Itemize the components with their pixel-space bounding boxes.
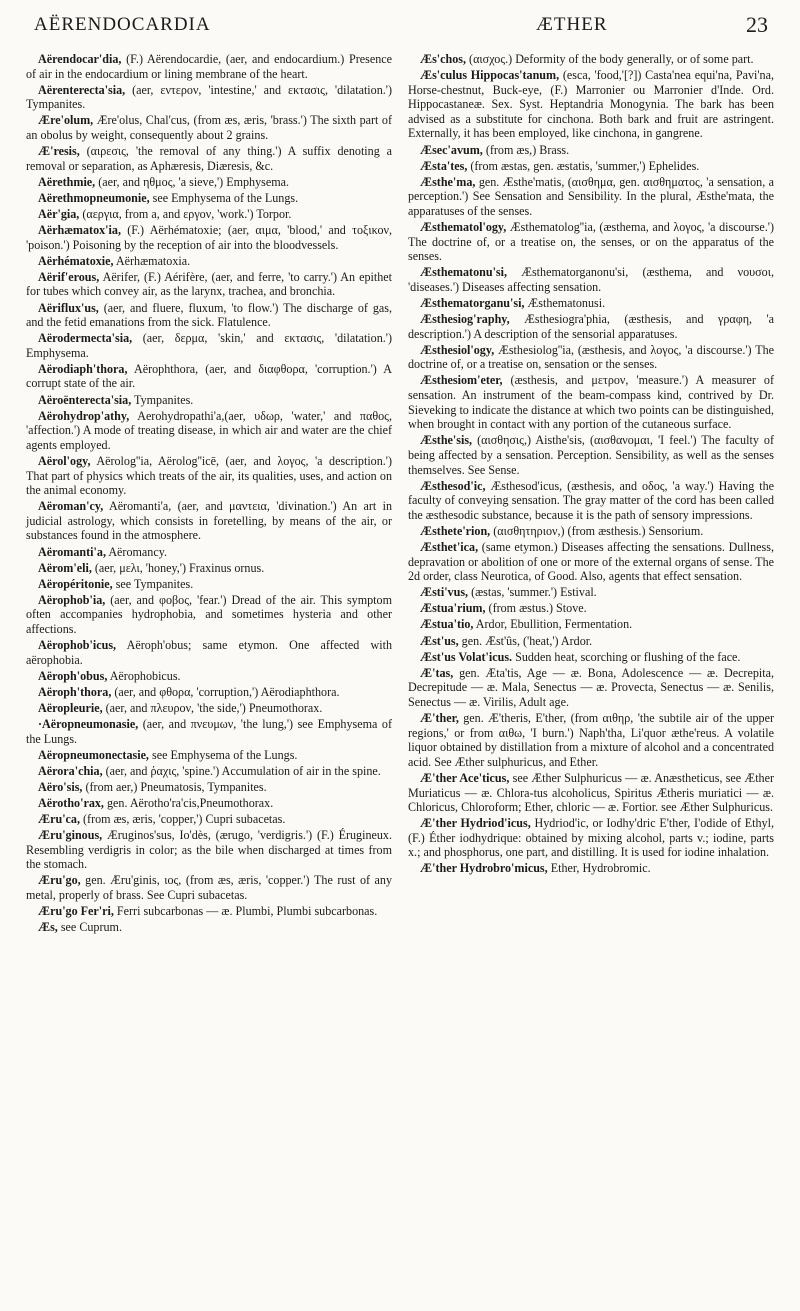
dictionary-entry	[26, 577, 392, 592]
entry-definition: (αιρεσις, 'the removal of any thing.') A suffix denoting a removal or separation, as Aphæresis, Diæresis, &c.	[26, 144, 392, 173]
entry-headword: Æsti'vus,	[420, 585, 469, 600]
dictionary-entry	[408, 220, 774, 264]
entry-definition: (aer, and φοβος, 'fear.') Dread of the air. This symptom often accompanies hydrophobia, and sometimes hysteria and other affections.	[26, 592, 392, 636]
right-running-head: ÆTHER	[536, 14, 608, 35]
entry-definition: (same etymon.) Diseases affecting the sensations. Dullness, depravation or abolition of one or more of the external organs of sense. The 2d order, class Neurotica, of Good. Also, agents that effect sensation.	[408, 540, 774, 584]
dictionary-entry	[26, 812, 392, 827]
page-header	[26, 8, 774, 44]
entry-headword: Ære'olum,	[38, 113, 94, 128]
entry-headword: Aërodermecta'sia,	[38, 331, 133, 346]
dictionary-entry	[26, 113, 392, 142]
dictionary-entry	[26, 191, 392, 206]
page-number: 23	[746, 12, 768, 37]
dictionary-entry	[408, 634, 774, 649]
entry-definition: gen. Aërotho'ra'cis,Pneumothorax.	[103, 796, 274, 810]
entry-headword: Æsthesiog'raphy,	[420, 312, 510, 327]
entry-headword: Aërophob'icus,	[38, 638, 117, 653]
entry-definition: Aërolog''ia, Aërolog''icē, (aer, and λογος, 'a description.') That part of physics which treats of the air, its qualities, uses, and action on the animal economy.	[26, 453, 392, 498]
entry-definition: Æsthesiolog''ia, (æsthesis, and λογος, 'a discourse.') The doctrine of, or a treatise on, sensation or the senses.	[408, 342, 774, 372]
dictionary-entry	[26, 717, 392, 746]
entry-definition: Aëromanti'a, (aer, and μαντεια, 'divination.') An art in judicial astrology, which consists in foretelling, by means of the air, or substances found in the atmosphere.	[26, 499, 392, 543]
entry-headword: ·Aëropneumonasie,	[38, 717, 139, 732]
dictionary-entry	[26, 593, 392, 637]
dictionary-entry	[26, 701, 392, 716]
entry-headword: Æsthematonu'si,	[420, 265, 508, 280]
entry-headword: Aërif'erous,	[38, 269, 100, 284]
entry-headword: Æsthesiom'eter,	[420, 373, 503, 388]
entry-headword: Aëropéritonie,	[38, 576, 113, 591]
entry-headword: Aërethmie,	[38, 174, 96, 189]
entry-definition: (from æs,) Brass.	[482, 142, 570, 157]
entry-definition: gen. Æsthe'matis, (αισθημα, gen. αισθηματος, 'a sensation, a perception.') See Sensation and Sensibility. In the plural, Æsthe'mata, the apparatuses of the senses.	[408, 174, 774, 218]
entry-definition: Æruginos'sus, Io'dès, (ærugo, 'verdigris.') (F.) Érugineux. Resembling verdigris in color; as the bile when discharged at times from the stomach.	[26, 828, 392, 872]
dictionary-entry	[26, 454, 392, 498]
dictionary-entry	[26, 83, 392, 112]
dictionary-entry	[408, 159, 774, 174]
dictionary-entry	[408, 816, 774, 860]
entry-headword: Aërora'chia,	[38, 763, 103, 778]
dictionary-entry	[26, 254, 392, 269]
entry-headword: Æsec'avum,	[420, 142, 483, 157]
entry-headword: Aërethmopneumonie,	[38, 190, 150, 205]
entry-headword: Æ'ther Hydriod'icus,	[420, 816, 531, 831]
entry-headword: Æs,	[38, 920, 58, 935]
dictionary-entry	[26, 669, 392, 684]
dictionary-entry	[408, 666, 774, 710]
entry-definition: Aërophthora, (aer, and διαφθορα, 'corruption.') A corrupt state of the air.	[26, 361, 392, 391]
entry-headword: Æru'go Fer'ri,	[38, 904, 114, 919]
entry-definition: (from aer,) Pneumatosis, Tympanites.	[82, 779, 267, 794]
entry-headword: Aërohydrop'athy,	[38, 408, 130, 423]
entry-definition: see Emphysema of the Lungs.	[148, 747, 298, 762]
dictionary-entry	[408, 312, 774, 341]
entry-headword: Aërodiaph'thora,	[38, 361, 128, 376]
right-column	[408, 52, 774, 936]
entry-headword: Aëromanti'a,	[38, 544, 106, 559]
entry-headword: Æsta'tes,	[420, 158, 468, 173]
entry-headword: Aëropneumonectasie,	[38, 747, 149, 762]
dictionary-entry	[408, 296, 774, 311]
entry-headword: Æsthematorganu'si,	[420, 296, 525, 310]
dictionary-entry	[26, 362, 392, 391]
entry-headword: Æru'go,	[38, 873, 81, 888]
entry-headword: Æs'culus Hippocas'tanum,	[420, 68, 560, 83]
entry-headword: Aërendocar'dia,	[38, 52, 122, 66]
entry-definition: see Æther Sulphuricus — æ. Anæstheticus, see Æther Muriaticus — æ. Chlora-tus alcoholicus, Spiritus Ætheris muriatici — æ. Chloricus, Chloroform; Ether, chloric — æ. Fortior. see Æther Sulphuricus.	[408, 770, 774, 815]
entry-headword: Aërhématoxie,	[38, 253, 114, 268]
entry-definition: Æsthesod'icus, (æsthesis, and οδος, 'a way.') Having the faculty of conveying sensation. The gray matter of the cord has been called the æsthesodic substance, because it is the path of sensory impressions.	[408, 478, 774, 522]
entry-definition: see Cuprum.	[57, 920, 122, 935]
entry-headword: Æ'resis,	[38, 144, 80, 159]
dictionary-entry	[26, 499, 392, 543]
entry-headword: Æru'ginous,	[38, 828, 103, 843]
entry-definition: (from æstus.) Stove.	[485, 601, 587, 616]
entry-definition: (aer, and πνευμων, 'the lung,') see Emphysema of the Lungs.	[26, 717, 392, 746]
entry-headword: Æs'chos,	[420, 52, 467, 66]
dictionary-entry	[408, 711, 774, 769]
dictionary-entry	[408, 540, 774, 584]
entry-definition: Ardor, Ebullition, Fermentation.	[473, 617, 633, 632]
entry-headword: Aërotho'rax,	[38, 796, 104, 810]
dictionary-entry	[26, 904, 392, 919]
entry-headword: Aëroman'cy,	[38, 499, 104, 514]
entry-definition: (αισχος.) Deformity of the body generally, or of some part.	[466, 52, 754, 66]
entry-headword: Aëroph'obus,	[38, 668, 108, 683]
entry-definition: (aer, εντερον, 'intestine,' and εκτασις, 'dilatation.') Tympanites.	[26, 82, 392, 112]
dictionary-entry	[26, 764, 392, 779]
entry-definition: (æstas, 'summer.') Estival.	[468, 585, 597, 600]
dictionary-entry	[408, 433, 774, 477]
dictionary-entry	[26, 685, 392, 700]
entry-headword: Æ'ther Hydrobro'micus,	[420, 861, 548, 876]
entry-headword: Aërhæmatox'ia,	[38, 223, 121, 238]
dictionary-entry	[408, 585, 774, 600]
entry-definition: see Tympanites.	[112, 576, 194, 591]
entry-headword: Aëro'sis,	[38, 779, 83, 794]
text-columns	[26, 52, 774, 936]
entry-definition: Aërifer, (F.) Aérifère, (aer, and ferre, 'to carry.') An epithet for tubes which convey air, as the larynx, trachea, and bronchia.	[26, 269, 392, 299]
entry-definition: Ære'olus, Chal'cus, (from æs, æris, 'brass.') The sixth part of an obolus by weight, consequently about 2 grains.	[26, 113, 392, 142]
entry-definition: (aer, and fluere, fluxum, 'to flow.') The discharge of gas, and the fetid emanations from the sick. Flatulence.	[26, 300, 392, 330]
entry-definition: (αισθητηριον,) (from æsthesis.) Sensorium.	[490, 523, 704, 538]
entry-headword: Æsthete'rion,	[420, 523, 491, 538]
entry-definition: Aërophobicus.	[107, 668, 181, 683]
entry-headword: Æru'ca,	[38, 812, 80, 827]
dictionary-entry	[408, 373, 774, 431]
dictionary-entry	[408, 771, 774, 815]
dictionary-entry	[26, 545, 392, 560]
entry-definition: Aëromancy.	[105, 544, 167, 559]
dictionary-entry	[26, 828, 392, 872]
entry-headword: Aërophob'ia,	[38, 592, 106, 607]
entry-definition: (from æstas, gen. æstatis, 'summer,') Ephelides.	[467, 158, 700, 173]
entry-definition: (esca, 'food,'[?]) Casta'nea equi'na, Pavi'na, Horse-chestnut, Buck-eye, (F.) Marronier ou Marronier d'Inde. Ord. Hippocastaneæ. Sex. Syst. Heptandria Monogynia. The bark has been advised as a substitute for cinchona. Both bark and fruit are astringent. Externally, it has been employed, like cinchona, in gangrene.	[408, 68, 774, 141]
entry-definition: (aer, δερμα, 'skin,' and εκτασις, 'dilatation.') Emphysema.	[26, 331, 392, 360]
entry-definition: (aer, and πλευρον, 'the side,') Pneumothorax.	[102, 700, 323, 715]
dictionary-entry	[26, 638, 392, 667]
dictionary-entry	[26, 175, 392, 190]
entry-definition: gen. Æst'ûs, ('heat,') Ardor.	[458, 633, 593, 648]
left-running-head: AËRENDOCARDIA	[34, 14, 211, 35]
entry-headword: Aër'gia,	[38, 206, 80, 221]
entry-definition: (aer, and φθορα, 'corruption,') Aërodiaphthora.	[111, 684, 340, 699]
entry-headword: Æsthe'sis,	[420, 433, 473, 448]
dictionary-entry	[408, 861, 774, 876]
entry-definition: (aer, and ῥαχις, 'spine.') Accumulation of air in the spine.	[102, 763, 381, 778]
entry-headword: Aëroph'thora,	[38, 684, 112, 699]
entry-headword: Æst'us,	[420, 633, 459, 648]
dictionary-entry	[26, 270, 392, 299]
dictionary-entry	[26, 873, 392, 902]
entry-definition: (F.) Aërhématoxie; (aer, αιμα, 'blood,' and τοξικον, 'poison.') Poisoning by the reception of air into the bloodvessels.	[26, 223, 392, 252]
entry-definition: gen. Æta'tis, Age — æ. Bona, Adolescence — æ. Decrepita, Decrepitude — æ. Mala, Senectus — æ. Provecta, Senectus — æ. Senilis, Senectus — æ. Virilis, Adult age.	[408, 665, 774, 709]
dictionary-entry	[26, 409, 392, 453]
entry-definition: Aërhæmatoxia.	[113, 253, 191, 268]
entry-headword: Æsthe'ma,	[420, 174, 476, 189]
dictionary-entry	[408, 650, 774, 665]
entry-definition: Æsthematonusi.	[524, 296, 606, 310]
dictionary-entry	[408, 143, 774, 158]
dictionary-entry	[408, 479, 774, 523]
dictionary-entry	[408, 617, 774, 632]
dictionary-entry	[408, 265, 774, 294]
dictionary-entry	[26, 331, 392, 360]
entry-headword: Aërom'eli,	[38, 560, 92, 575]
dictionary-entry	[408, 175, 774, 219]
entry-headword: Aëriflux'us,	[38, 300, 99, 315]
entry-headword: Æ'tas,	[420, 665, 454, 680]
dictionary-entry	[408, 68, 774, 141]
entry-headword: Æ'ther Ace'ticus,	[420, 770, 510, 785]
entry-headword: Aërol'ogy,	[38, 453, 91, 468]
entry-headword: Æsthematol'ogy,	[420, 220, 507, 235]
dictionary-entry	[26, 561, 392, 576]
dictionary-entry	[26, 223, 392, 252]
dictionary-entry	[26, 780, 392, 795]
dictionary-entry	[408, 601, 774, 616]
entry-headword: Æsthet'ica,	[420, 540, 479, 554]
entry-definition: (æsthesis, and μετρον, 'measure.') A measurer of sensation. An instrument of the beam-compass kind, contrived by Dr. Sieveking to indicate the distance at which two points can be distinguished, when brought in contact with any portion of the cutaneous surface.	[408, 373, 774, 432]
dictionary-entry	[26, 748, 392, 763]
entry-definition: Ether, Hydrobromic.	[547, 861, 651, 876]
entry-definition: Sudden heat, scorching or flushing of the face.	[512, 649, 741, 664]
dictionary-entry	[408, 52, 774, 67]
entry-definition: (F.) Aërendocardie, (aer, and endocardium.) Presence of air in the endocardium or lining membrane of the heart.	[26, 52, 392, 81]
entry-definition: Aerohydropathi'a,(aer, υδωρ, 'water,' and παθος, 'affection.') A mode of treating disease, in which air and water are the chief agents employed.	[26, 408, 392, 452]
entry-definition: (αεργια, from a, and εργον, 'work.') Torpor.	[79, 206, 292, 221]
entry-definition: (aer, and ηθμος, 'a sieve,') Emphysema.	[95, 174, 290, 189]
entry-definition: Aëroph'obus; same etymon. One affected with aërophobia.	[26, 638, 392, 667]
entry-headword: Æsthesod'ic,	[420, 478, 486, 493]
left-column	[26, 52, 392, 936]
entry-headword: Æst'us Volat'icus.	[420, 649, 513, 664]
entry-definition: Hydriod'ic, or Iodhy'dric E'ther, I'odide of Ethyl, (F.) Éther iodhydrique: obtained by mixing alcohol, parts v.; iodine, parts x.; and phosphorus, one part, and distilling. It is used for iodine inhalation.	[408, 816, 774, 860]
entry-definition: Æsthematolog''ia, (æsthema, and λογος, 'a discourse.') The doctrine of, or a treatise on, the senses, or on the apparatus of the senses.	[408, 220, 774, 264]
entry-definition: see Emphysema of the Lungs.	[149, 190, 299, 205]
dictionary-entry	[26, 207, 392, 222]
entry-definition: Tympanites.	[131, 392, 194, 407]
entry-definition: Ferri subcarbonas — æ. Plumbi, Plumbi subcarbonas.	[113, 904, 378, 919]
dictionary-entry	[408, 343, 774, 372]
dictionary-entry	[26, 52, 392, 81]
dictionary-entry	[26, 301, 392, 330]
dictionary-entry	[26, 144, 392, 173]
dictionary-entry	[26, 393, 392, 408]
entry-headword: Aërenterecta'sia,	[38, 82, 126, 97]
dictionary-entry	[26, 920, 392, 935]
entry-definition: gen. Æ'theris, E'ther, (from αιθηρ, 'the subtile air of the upper regions,' or from αιθω, 'I burn.') Naph'tha, Li'quor æthe'reus. A volatile liquor obtained by distillation from a mixture of alcohol and a concentrated acid. See Æther sulphuricus, and Ether.	[408, 711, 774, 769]
entry-headword: Æ'ther,	[420, 711, 459, 726]
dictionary-entry	[408, 524, 774, 539]
entry-definition: Æsthematorganonu'si, (æsthema, and νουσοι, 'diseases.') Diseases affecting sensation.	[408, 265, 774, 294]
entry-definition: Æsthesiogra'phia, (æsthesis, and γραφη, 'a description.') A description of the sensorial apparatuses.	[408, 312, 774, 341]
entry-headword: Æsthesiol'ogy,	[420, 342, 495, 357]
entry-definition: (αισθησις,) Aisthe'sis, (αισθανομαι, 'I feel.') The faculty of being affected by a sensation. Perception. Sensibility, as well as the senses themselves. See Sense.	[408, 433, 774, 477]
entry-headword: Æstua'tio,	[420, 617, 474, 632]
entry-headword: Aëroënterecta'sia,	[38, 392, 132, 407]
entry-definition: (from æs, æris, 'copper,') Cupri subacetas.	[80, 812, 286, 827]
entry-definition: (aer, μελι, 'honey,') Fraxinus ornus.	[91, 560, 265, 575]
entry-headword: Æstua'rium,	[420, 601, 486, 616]
entry-definition: gen. Æru'ginis, ιος, (from æs, æris, 'copper.') The rust of any metal, properly of brass. See Cupri subacetas.	[26, 873, 392, 903]
entry-headword: Aëropleurie,	[38, 700, 103, 715]
dictionary-entry	[26, 796, 392, 811]
